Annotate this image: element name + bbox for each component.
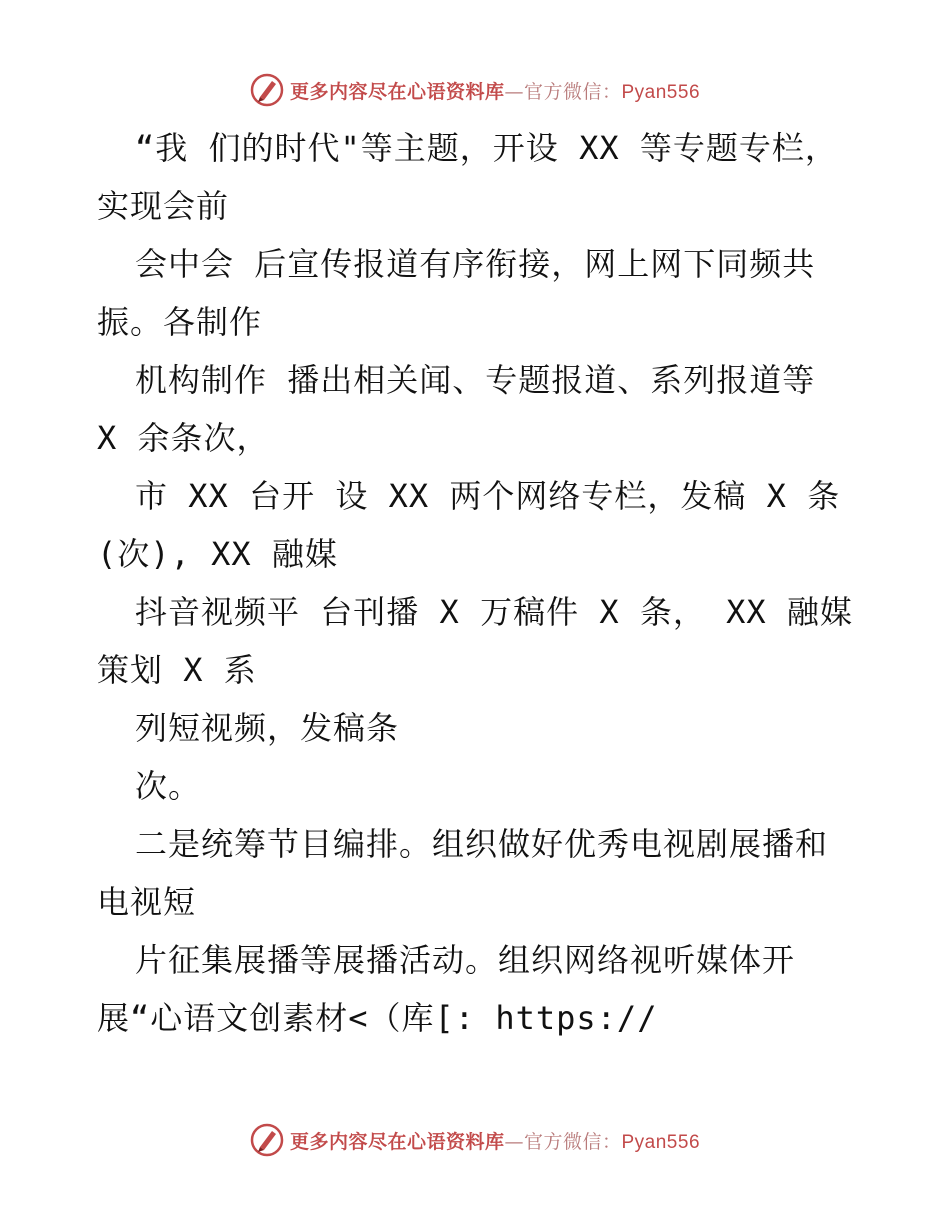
text-line: 抖音视频平 台刊播 X 万稿件 X 条， XX 融媒 [135, 593, 853, 631]
text-line: 策划 X 系 [97, 651, 257, 689]
text-line: 次。 [135, 767, 202, 805]
text-line: 列短视频，发稿条 [135, 709, 400, 747]
text-line: 展“心语文创素材<（库[: https:// [97, 999, 658, 1037]
banner-text: 更多内容尽在心语资料库—官方微信：Pyan556 [289, 80, 701, 103]
banner-text: 更多内容尽在心语资料库—官方微信：Pyan556 [289, 1130, 701, 1153]
footer-banner [0, 1120, 950, 1160]
header-banner [0, 70, 950, 110]
text-line: (次), XX 融媒 [97, 535, 338, 573]
pen-logo-icon [250, 1123, 284, 1157]
text-line: 实现会前 [97, 187, 230, 225]
text-line: 振。各制作 [97, 303, 263, 341]
text-line: 市 XX 台开 设 XX 两个网络专栏，发稿 X 条 [135, 477, 841, 515]
text-line: “我 们的时代"等主题，开设 XX 等专题专栏， [135, 129, 838, 167]
pen-logo-icon [250, 73, 284, 107]
text-line: X 余条次， [97, 419, 270, 457]
text-line: 会中会 后宣传报道有序衔接，网上网下同频共 [135, 245, 816, 283]
text-line: 电视短 [97, 883, 197, 921]
text-line: 机构制作 播出相关闻、专题报道、系列报道等 [135, 361, 816, 399]
text-line: 片征集展播等展播活动。组织网络视听媒体开 [135, 941, 796, 979]
text-line: 二是统筹节目编排。组织做好优秀电视剧展播和 [135, 825, 829, 863]
